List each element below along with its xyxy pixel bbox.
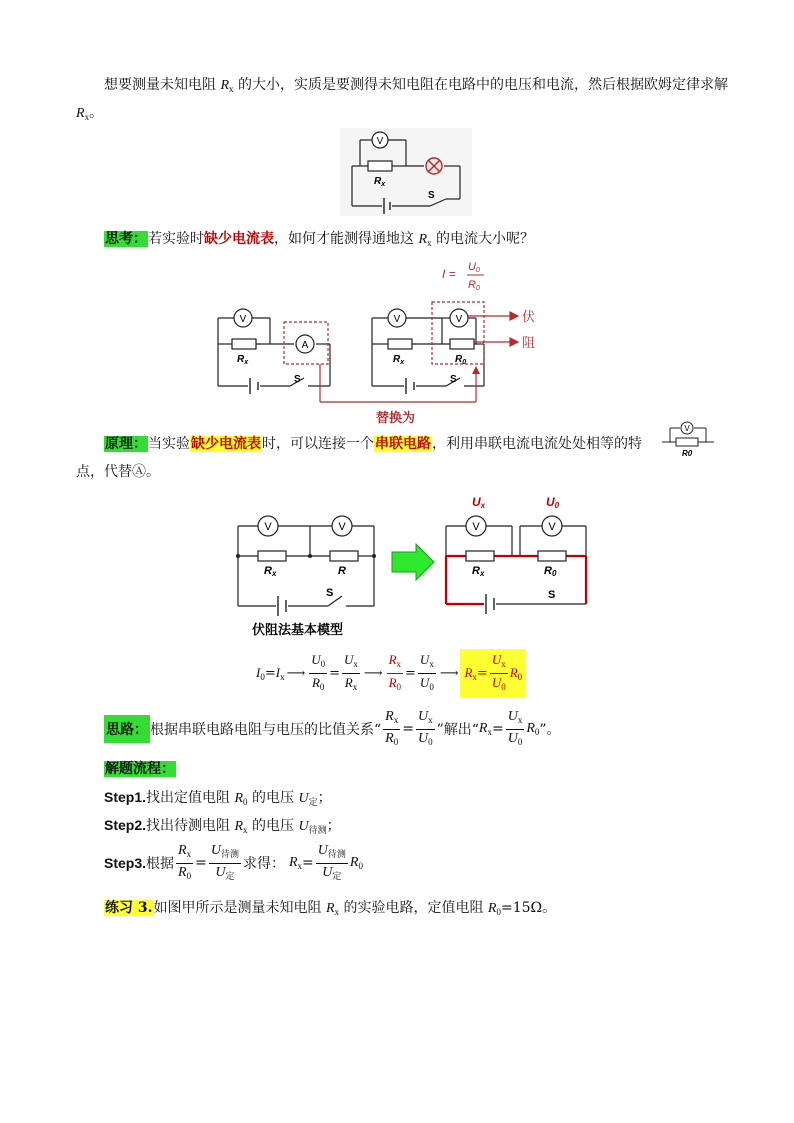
intro-text: 想要测量未知电阻 [104,77,221,93]
switch-label: S [450,374,457,385]
process-line [104,758,176,780]
v-meter-icon [450,309,468,327]
frac-ut-ud: $\frac{U_{待测}}{U_定}$ [210,842,239,881]
svg-text:V: V [455,314,463,325]
eq: = [329,665,341,681]
switch-label: S [428,190,435,201]
arrow-icon: ⟶ [439,665,459,681]
think-text: 若实验时 [148,231,204,247]
idea-text: 根据串联电路电阻与电压的比值关系“ [150,722,382,738]
svg-text:V: V [376,136,384,147]
u0-label: U0 [546,495,560,510]
formula-i: I = [442,267,456,281]
frac-rx-r0: $\frac{R_x}{R_0}$ [388,651,402,692]
think-text-end: 的电流大小呢？ [431,231,534,247]
arrow-icon: ⟶ [286,665,306,681]
green-arrow-icon [392,544,434,580]
frac-u0-r0: $\frac{U_0}{R_0}$ [311,651,326,692]
label-zu: 阻 [522,335,536,350]
step-text: 找出定值电阻 [146,790,235,806]
exercise-line: 练习 3.如图甲所示是测量未知电阻 $R_x$ 的实验电路，定值电阻 $R_0=15\Omega$。 [105,900,557,917]
principle-text: 当实验 [148,436,190,452]
rx-symbol: $R_x$ [220,78,234,94]
principle-line-2 [76,461,160,483]
ux-label: Ux [472,495,486,510]
frac-ux-u0: $\frac{U_x}{U_0}$ [419,651,434,692]
mini-r0-label: R0 [682,449,693,458]
formula-num: U0 [468,261,480,274]
principle-line-1 [104,433,642,455]
step-label: Step1. [104,789,147,805]
v-meter-icon [681,422,693,434]
switch-label: S [548,589,556,601]
think-emphasis: 缺少电流表 [204,231,274,247]
label-fu: 伏 [522,309,536,324]
step-text: 求得： [242,856,285,872]
step-3: Step3. 根据 $\frac{R_x}{R_0}$ = $\frac{U_{待测}}{U_定}$ 求得： $R_x$ = $\frac{U_{待测}}{U_定}$ $R_0$ [104,840,363,886]
switch-label: S [294,374,301,385]
principle-emphasis-2: 串联电路 [375,436,431,452]
svg-text:V: V [264,521,272,533]
step-text: 的电压 [247,790,299,806]
think-tag: 思考： [105,231,147,247]
think-line [104,228,534,254]
battery-icon [250,378,258,394]
svg-text:V: V [684,424,690,433]
svg-text:V: V [472,521,480,533]
rx-label: $R_x$ [237,354,249,366]
principle-text-c: ，利用串联电流电流处处相等的特 [432,436,642,452]
battery-icon [406,378,414,394]
resistor-rx [388,339,412,349]
svg-text:A: A [301,340,309,351]
intro-line-1 [104,74,728,100]
step-2: Step2.找出待测电阻 $R_x$ 的电压 $U_{待测}$； [104,817,341,835]
step-text: ； [317,790,332,806]
figure-volt-resistance-model [230,490,590,640]
figure-replace-ammeter [212,256,556,428]
formula-den: R0 [468,279,480,292]
principle-emphasis-1: 缺少电流表 [191,436,261,452]
i0: $I_0$ [256,664,265,682]
v-meter-icon [258,516,278,536]
result-box: $R_x$ = $\frac{U_x}{U_0}$ $R_0$ [460,649,526,698]
formula-chain [256,650,526,696]
idea-line: 思路： 根据串联电路电阻与电压的比值关系“ $\frac{R_x}{R_0}$ = $\frac{U_x}{U_0}$ ”解出“ $R_x$ = $\frac{U_x}{U_0}$ $R_0$ ”。 [104,706,561,752]
r0-label: $R_0$ [455,354,467,366]
frac-ut-ud: $\frac{U_{待测}}{U_定}$ [317,842,346,881]
resistor-rx [258,551,286,561]
arrow-icon: ⟶ [363,665,383,681]
frac-ux-u0: $\frac{U_x}{U_0}$ [507,708,523,747]
principle-text-d: 点，代替Ⓐ。 [76,464,160,480]
process-tag: 解题流程： [105,761,175,777]
resistor-r0 [538,551,566,561]
r0-label: R0 [544,565,557,578]
v-meter-icon [466,516,486,536]
resistor-r0 [676,438,698,446]
eq: = [405,665,416,681]
v-meter-icon [234,309,252,327]
intro-end: 。 [89,105,104,121]
v-meter-icon [542,516,562,536]
eq: = [264,665,276,681]
svg-text:V: V [393,314,401,325]
rx-label: Rx [472,565,485,578]
step-label: Step3. [104,855,147,871]
step-text: 的电压 [247,818,299,834]
rx-label: Rx [264,565,277,578]
rx-label: $R_x$ [374,176,386,188]
frac-rx-r0: $\frac{R_x}{R_0}$ [178,842,192,881]
svg-text:V: V [338,521,346,533]
intro-line-2 [76,102,103,128]
idea-tag: 思路： [104,715,150,743]
crossed-ammeter-icon [426,158,442,174]
rx-symbol: $R_x$ [418,232,432,248]
v-meter-icon [332,516,352,536]
idea-text-c: ”。 [539,722,561,738]
mini-v-r0-figure [660,420,716,458]
frac-ux-u0: $\frac{U_x}{U_0}$ [417,708,433,747]
v-meter-icon [372,132,388,148]
idea-text-b: ”解出“ [436,722,479,738]
exercise-text: 如图甲所示是测量未知电阻 [153,900,326,916]
resistor-r [330,551,358,561]
svg-text:V: V [239,314,247,325]
svg-text:V: V [548,521,556,533]
step-text: 找出待测电阻 [146,818,235,834]
think-text-cont: ，如何才能测得通地这 [274,231,419,247]
ammeter-icon [296,335,314,353]
r-label: R [338,565,346,577]
ix: $I_x$ [275,664,285,682]
resistor-r0 [450,339,474,349]
step-text: ； [326,818,341,834]
v-meter-icon [388,309,406,327]
rx-symbol: $R_x$ [76,106,90,122]
principle-text-b: 时，可以连接一个 [262,436,374,452]
exercise-tag: 练习 3. [105,900,153,916]
switch-label: S [326,587,334,599]
model-caption: 伏阻法基本模型 [252,622,344,637]
replace-arrow-icon [472,366,480,374]
replace-label: 替换为 [376,410,416,425]
figure-basic-circuit [340,128,472,216]
step-1: Step1.找出定值电阻 $R_0$ 的电压 $U_定$； [104,789,332,807]
step-text: 根据 [146,856,175,872]
exercise-text-c: =15Ω。 [500,900,557,916]
battery-icon [278,596,286,616]
frac-rx-r0: $\frac{R_x}{R_0}$ [385,708,399,747]
step-label: Step2. [104,817,147,833]
rx-label: $R_x$ [393,354,405,366]
current-path [446,556,586,604]
battery-icon [486,594,494,614]
resistor-rx [466,551,494,561]
resistor-rx [232,339,256,349]
principle-tag: 原理： [105,436,147,452]
intro-text-cont: 的大小，实质是要测得未知电阻在电路中的电压和电流，然后根据欧姆定律求解 [233,77,728,93]
resistor-rx [368,161,392,171]
frac-ux-rx: $\frac{U_x}{R_x}$ [344,651,358,692]
exercise-text-b: 的实验电路，定值电阻 [339,900,488,916]
